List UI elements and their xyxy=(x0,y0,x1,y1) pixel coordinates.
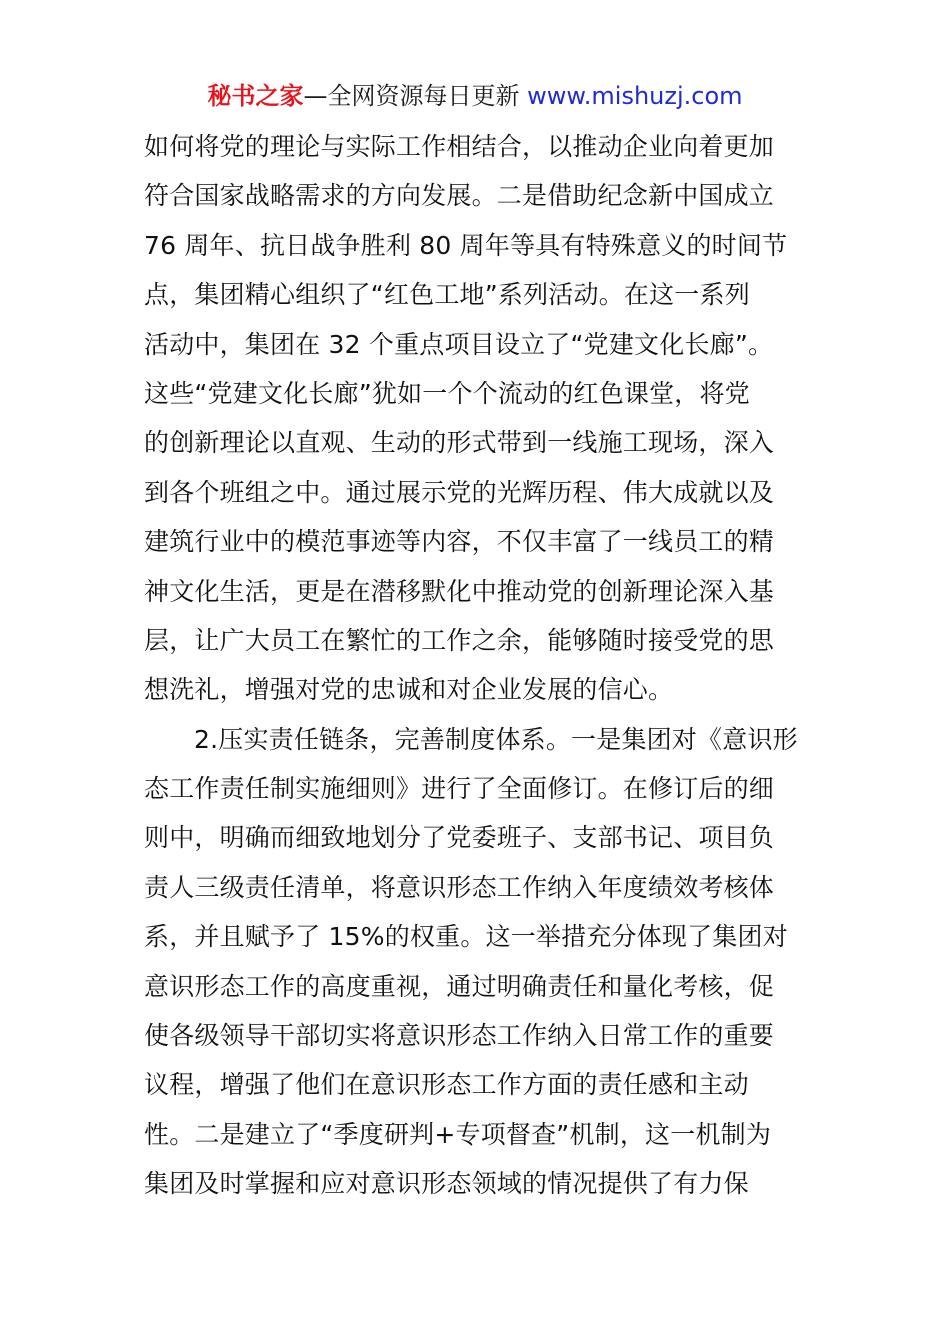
text-line: 这些“党建文化长廊”犹如一个个流动的红色课堂，将党 xyxy=(144,378,750,408)
page-header xyxy=(0,80,950,112)
text-line: 集团及时掌握和应对意识形态领域的情况提供了有力保 xyxy=(144,1169,749,1199)
text-line: 符合国家战略需求的方向发展。二是借助纪念新中国成立 xyxy=(144,181,775,211)
text-line: 使各级领导干部切实将意识形态工作纳入日常工作的重要 xyxy=(144,1021,775,1051)
text-line: 性。二是建立了“季度研判+专项督查”机制，这一机制为 xyxy=(144,1119,772,1149)
text-line: 的创新理论以直观、生动的形式带到一线施工现场，深入 xyxy=(144,428,775,458)
text-line: 活动中，集团在 32 个重点项目设立了“党建文化长廊”。 xyxy=(144,329,774,359)
text-line: 系，并且赋予了 15%的权重。这一举措充分体现了集团对 xyxy=(144,922,788,952)
site-brand: 秘书之家 xyxy=(207,82,304,110)
text-line: 到各个班组之中。通过展示党的光辉历程、伟大成就以及 xyxy=(144,477,775,507)
document-body xyxy=(144,122,809,1209)
text-line: 点，集团精心组织了“红色工地”系列活动。在这一系列 xyxy=(144,280,750,310)
text-line: 则中，明确而细致地划分了党委班子、支部书记、项目负 xyxy=(144,823,775,853)
text-line: 如何将党的理论与实际工作相结合，以推动企业向着更加 xyxy=(144,132,775,161)
site-tagline: —全网资源每日更新 xyxy=(303,82,520,110)
text-line: 层，让广大员工在繁忙的工作之余，能够随时接受党的思 xyxy=(144,625,775,655)
section-heading-line: 2.压实责任链条，完善制度体系。一是集团对《意识形 xyxy=(194,724,798,754)
text-line: 责人三级责任清单，将意识形态工作纳入年度绩效考核体 xyxy=(144,872,775,902)
text-line: 意识形态工作的高度重视，通过明确责任和量化考核，促 xyxy=(144,971,775,1001)
text-line: 态工作责任制实施细则》进行了全面修订。在修订后的细 xyxy=(144,774,775,804)
text-line: 神文化生活，更是在潜移默化中推动党的创新理论深入基 xyxy=(144,576,775,606)
site-url-link[interactable]: www.mishuzj.com xyxy=(527,82,743,110)
text-line: 建筑行业中的模范事迹等内容，不仅丰富了一线员工的精 xyxy=(144,527,775,557)
text-line: 想洗礼，增强对党的忠诚和对企业发展的信心。 xyxy=(144,675,674,705)
text-line: 议程，增强了他们在意识形态工作方面的责任感和主动 xyxy=(144,1070,749,1100)
text-line: 76 周年、抗日战争胜利 80 周年等具有特殊意义的时间节 xyxy=(144,230,788,260)
